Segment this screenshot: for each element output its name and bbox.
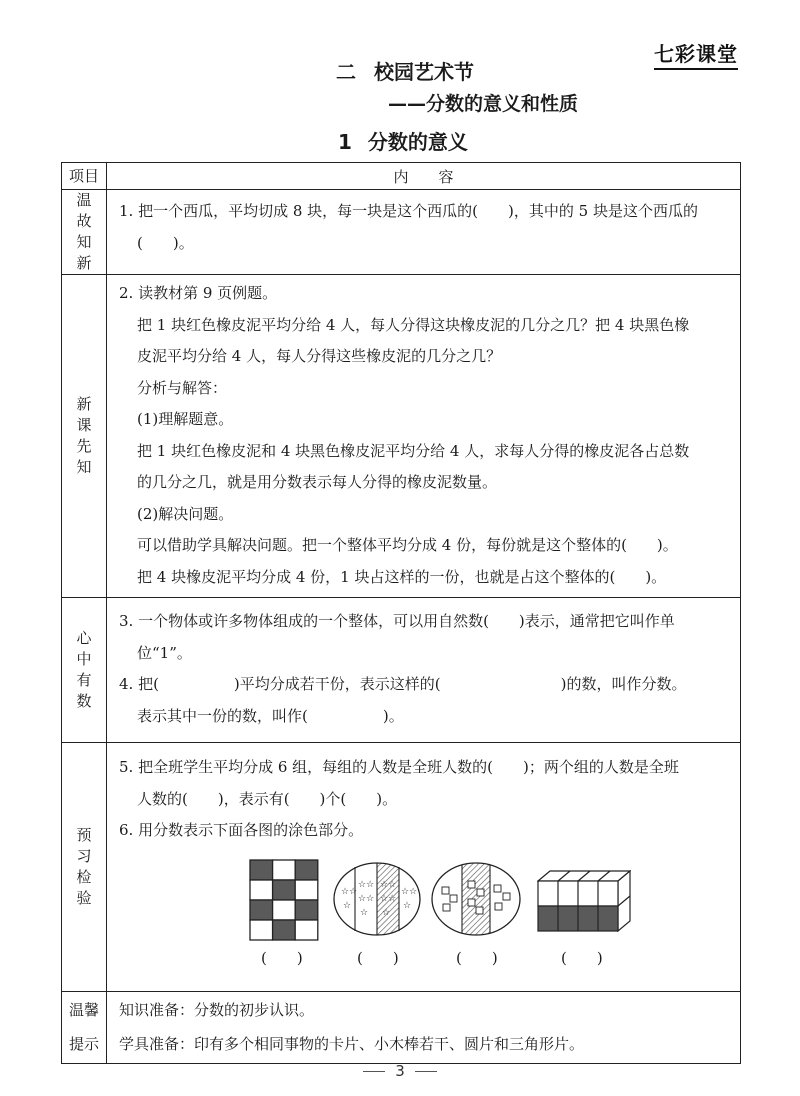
question-2: 2. 读教材第 9 页例题。 bbox=[119, 284, 278, 302]
question-1-line-b: ( )。 bbox=[137, 233, 194, 252]
section-row-tips bbox=[62, 991, 741, 1063]
section-row-key-points bbox=[62, 598, 741, 743]
question-3-line-a: 3. 一个物体或许多物体组成的一个整体，可以用自然数( )表示，通常把它叫作单 bbox=[119, 612, 675, 630]
section-label-check: 预习检验 bbox=[76, 825, 92, 907]
figure-3-answer-blank: ( ) bbox=[456, 948, 498, 967]
figure-grid bbox=[249, 859, 319, 941]
example-line-1: 把 1 块红色橡皮泥平均分给 4 人，每人分得这块橡皮泥的几分之几？把 4 块黑色橡 bbox=[137, 315, 690, 334]
section-label-key-points: 心中有数 bbox=[76, 629, 92, 710]
svg-text:☆: ☆ bbox=[343, 900, 352, 911]
figure-4-answer-blank: ( ) bbox=[561, 948, 603, 967]
svg-text:☆☆: ☆☆ bbox=[380, 893, 397, 904]
svg-text:☆☆: ☆☆ bbox=[358, 879, 375, 890]
svg-text:☆: ☆ bbox=[403, 900, 412, 911]
svg-text:☆☆: ☆☆ bbox=[380, 879, 397, 890]
section-label-preview-reading: 新课先知 bbox=[76, 395, 92, 476]
table-header-row bbox=[62, 163, 741, 190]
step-1-line-1: 把 1 块红色橡皮泥和 4 块黑色橡皮泥平均分给 4 人，求每人分得的橡皮泥各占总数 bbox=[137, 441, 690, 460]
step-2-line-1: 可以借助学具解决问题。把一个整体平均分成 4 份，每份就是这个整体的( )。 bbox=[137, 536, 678, 554]
example-line-2: 皮泥平均分给 4 人，每人分得这些橡皮泥的几分之几？ bbox=[137, 347, 502, 365]
question-6: 6. 用分数表示下面各图的涂色部分。 bbox=[119, 821, 364, 839]
question-3-line-b: 位“1”。 bbox=[137, 643, 192, 662]
svg-text:☆☆: ☆☆ bbox=[341, 886, 358, 897]
question-1-line-a: 1. 把一个西瓜，平均切成 8 块，每一块是这个西瓜的( )，其中的 5 块是这个西瓜的 bbox=[119, 202, 698, 220]
brand-logo: 七彩课堂 bbox=[654, 38, 738, 70]
figures-area bbox=[119, 847, 730, 987]
worksheet-table bbox=[61, 162, 741, 1064]
step-1-heading: (1)理解题意。 bbox=[137, 410, 234, 428]
svg-text:☆☆: ☆☆ bbox=[401, 886, 418, 897]
section-label-review: 温故知新 bbox=[76, 191, 92, 272]
svg-text:☆☆: ☆☆ bbox=[358, 893, 375, 904]
figure-cuboid bbox=[537, 869, 631, 935]
tip-knowledge: 知识准备：分数的初步认识。 bbox=[119, 1000, 315, 1019]
question-5-line-a: 5. 把全班学生平均分成 6 组，每组的人数是全班人数的( )；两个组的人数是全班 bbox=[119, 758, 679, 776]
question-4-line-b: 表示其中一份的数，叫作( )。 bbox=[137, 706, 404, 725]
svg-text:☆: ☆ bbox=[360, 907, 369, 918]
figure-1-answer-blank: ( ) bbox=[261, 948, 303, 967]
section-row-check bbox=[62, 743, 741, 992]
figure-2-answer-blank: ( ) bbox=[357, 948, 399, 967]
step-2-heading: (2)解决问题。 bbox=[137, 504, 234, 523]
lesson-title: 1 分数的意义 bbox=[338, 130, 468, 154]
section-row-preview-reading bbox=[62, 275, 741, 598]
page-number: 3 bbox=[0, 1062, 800, 1080]
unit-subtitle: ——分数的意义和性质 bbox=[388, 93, 579, 115]
step-2-line-2: 把 4 块橡皮泥平均分成 4 份，1 块占这样的一份，也就是占这个整体的( )。 bbox=[137, 567, 667, 586]
step-1-line-2: 的几分之几，就是用分数表示每人分得的橡皮泥数量。 bbox=[137, 473, 498, 491]
question-4-line-a: 4. 把( )平均分成若干份，表示这样的( )的数，叫作分数。 bbox=[119, 675, 687, 693]
question-5-line-b: 人数的( )，表示有( )个( )。 bbox=[137, 789, 398, 808]
col-header-content: 内 容 bbox=[107, 163, 741, 190]
section-label-tips: 温馨提示 bbox=[68, 1001, 99, 1053]
col-header-item: 项目 bbox=[62, 163, 107, 190]
analysis-heading: 分析与解答： bbox=[137, 378, 228, 397]
tip-materials: 学具准备：印有多个相同事物的卡片、小木棒若干、圆片和三角形片。 bbox=[119, 1034, 585, 1053]
figure-ellipse-stars bbox=[332, 861, 422, 937]
figure-ellipse-cubes bbox=[430, 861, 522, 937]
unit-title: 二 校园艺术节 bbox=[336, 60, 474, 84]
section-row-review bbox=[62, 190, 741, 275]
svg-text:☆: ☆ bbox=[382, 907, 391, 918]
